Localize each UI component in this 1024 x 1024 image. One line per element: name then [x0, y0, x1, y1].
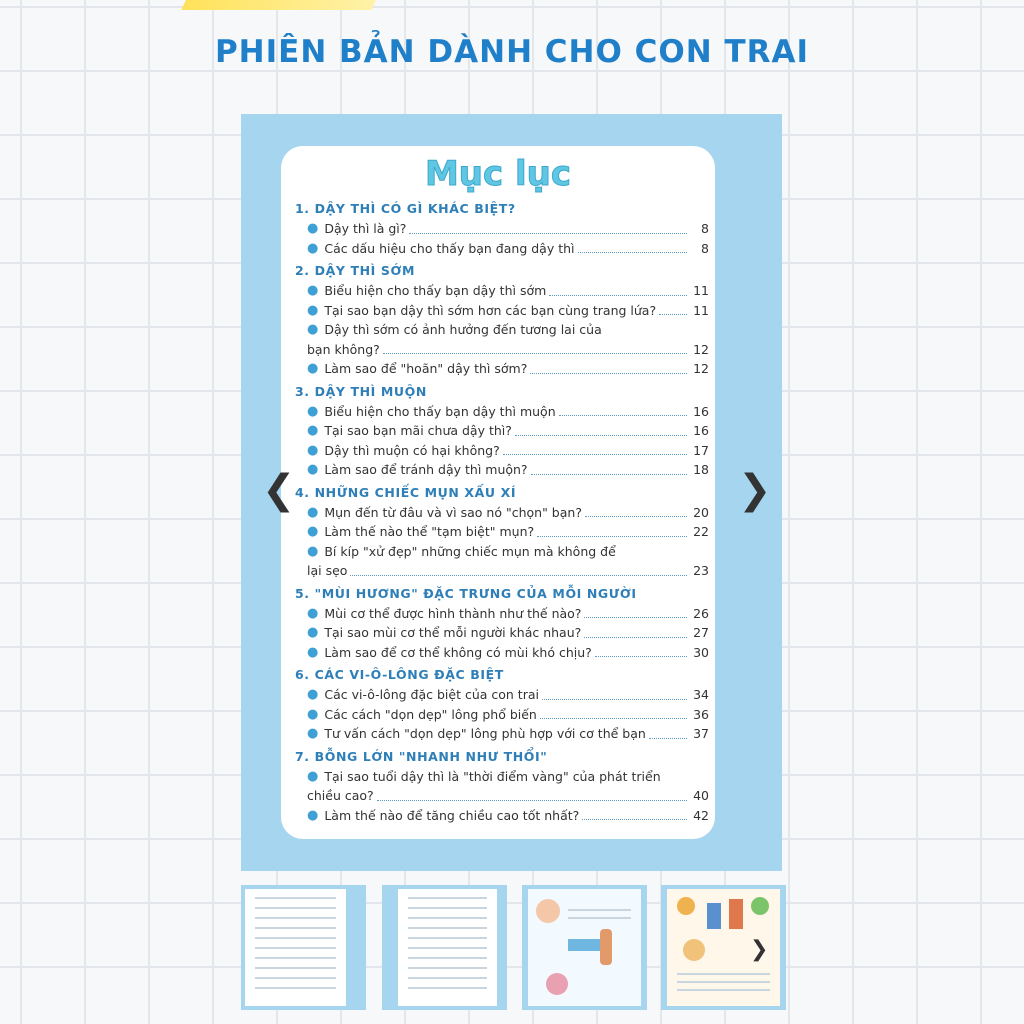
toc-entry-text: Làm thế nào để tăng chiều cao tốt nhất? — [324, 807, 580, 823]
toc-entry-text: Mùi cơ thể được hình thành như thế nào? — [324, 605, 582, 621]
toc-entry-text: Làm thế nào thể "tạm biệt" mụn? — [324, 524, 535, 539]
toc-entry-text: Tư vấn cách "dọn dẹp" lông phù hợp với cơ thể bạn — [324, 726, 646, 741]
toc-entry-text: Tại sao mùi cơ thể mỗi người khác nhau? — [324, 625, 582, 640]
toc-page-number: 8 — [701, 221, 709, 236]
chevron-right-icon[interactable]: ❯ — [738, 467, 772, 513]
toc-section-heading: 2. DẬY THÌ SỚM — [295, 263, 416, 278]
toc-entry — [295, 421, 709, 441]
dot-leader — [549, 295, 687, 296]
toc-entry — [295, 623, 709, 643]
bullet-icon: ● — [307, 687, 319, 702]
toc-section-heading: 3. DẬY THÌ MUỘN — [295, 383, 427, 399]
toc-entry — [295, 767, 709, 787]
bullet-icon: ● — [307, 322, 319, 337]
dot-leader — [531, 474, 687, 475]
toc-entry-text: Mụn đến từ đâu và vì sao nó "chọn" bạn? — [324, 504, 582, 520]
toc-page-number: 18 — [693, 462, 709, 477]
toc-entry-text: Làm sao để tránh dậy thì muộn? — [324, 462, 528, 477]
dot-leader — [515, 435, 687, 436]
bullet-icon: ● — [307, 524, 319, 539]
toc-section — [295, 198, 709, 258]
dot-leader — [582, 819, 687, 820]
main-product-image — [241, 114, 782, 871]
dot-leader — [540, 718, 687, 719]
toc-entry-text: Tại sao bạn mãi chưa dậy thì? — [324, 423, 512, 438]
toc-entry-text: Các dấu hiệu cho thấy bạn đang dậy thì — [324, 240, 575, 256]
toc-entry — [295, 604, 709, 624]
toc-entry — [295, 441, 709, 461]
thumbnail-next-chevron-icon[interactable]: ❯ — [750, 937, 769, 962]
bullet-icon: ● — [307, 706, 319, 722]
toc-entry — [295, 301, 709, 321]
toc-entry-text: Dậy thì muộn có hại không? — [324, 442, 500, 458]
toc-page-number: 26 — [693, 605, 709, 621]
bullet-icon: ● — [307, 240, 319, 256]
thumbnail-strip — [0, 885, 1024, 1013]
toc-page-number: 40 — [693, 788, 709, 803]
toc-section-heading: 1. DẬY THÌ CÓ GÌ KHÁC BIỆT? — [295, 201, 516, 216]
toc-list — [295, 196, 709, 825]
bullet-icon: ● — [307, 625, 319, 640]
dot-leader — [559, 415, 687, 416]
dot-leader — [584, 637, 687, 638]
toc-section-heading: 5. "MÙI HƯƠNG" ĐẶC TRƯNG CỦA MỖI NGƯỜI — [295, 585, 637, 601]
dot-leader — [595, 656, 687, 657]
bullet-icon: ● — [307, 543, 319, 559]
toc-entry-continuation — [295, 786, 709, 806]
toc-page-number: 16 — [693, 423, 709, 438]
toc-entry-text: Dậy thì là gì? — [324, 221, 407, 236]
toc-entry-text-continued: chiều cao? — [307, 788, 374, 803]
toc-entry — [295, 542, 709, 562]
toc-entry-continuation — [295, 561, 709, 581]
toc-section — [295, 746, 709, 826]
dot-leader — [585, 516, 687, 517]
bullet-icon: ● — [307, 726, 319, 741]
toc-card — [281, 146, 715, 839]
thumbnail-3[interactable] — [522, 885, 647, 1010]
toc-entry-text: Các vi-ô-lông đặc biệt của con trai — [324, 687, 539, 702]
toc-entry-text: Tại sao tuổi dậy thì là "thời điểm vàng" của phát triển — [324, 768, 661, 784]
toc-page-number: 27 — [693, 625, 709, 640]
toc-entry-text-continued: lại sẹo — [307, 563, 348, 578]
bullet-icon: ● — [307, 302, 319, 318]
toc-page-number: 30 — [693, 644, 709, 660]
dot-leader — [537, 536, 687, 537]
dot-leader — [578, 252, 688, 253]
toc-entry-text: Biểu hiện cho thấy bạn dậy thì sớm — [324, 283, 547, 298]
toc-page-number: 17 — [693, 442, 709, 458]
bullet-icon: ● — [307, 423, 319, 438]
toc-entry-continuation — [295, 340, 709, 360]
bullet-icon: ● — [307, 283, 319, 298]
dot-leader — [649, 738, 687, 739]
toc-entry-text: Tại sao bạn dậy thì sớm hơn các bạn cùng trang lứa? — [324, 302, 657, 318]
toc-entry — [295, 685, 709, 705]
toc-entry-text-continued: bạn không? — [307, 341, 380, 357]
bullet-icon: ● — [307, 768, 319, 784]
toc-page-number: 8 — [701, 240, 709, 256]
toc-entry — [295, 705, 709, 725]
bullet-icon: ● — [307, 361, 319, 376]
toc-entry-text: Làm sao để "hoãn" dậy thì sớm? — [324, 361, 528, 376]
toc-section — [295, 664, 709, 744]
toc-entry — [295, 359, 709, 379]
toc-entry — [295, 281, 709, 301]
toc-section — [295, 381, 709, 480]
bullet-icon: ● — [307, 403, 319, 419]
toc-entry — [295, 320, 709, 340]
toc-page-number: 12 — [693, 361, 709, 376]
toc-page-number: 11 — [693, 283, 709, 298]
toc-page-number: 34 — [693, 687, 709, 702]
toc-page-number: 16 — [693, 403, 709, 419]
toc-page-number: 22 — [693, 524, 709, 539]
bullet-icon: ● — [307, 504, 319, 520]
toc-page-number: 20 — [693, 504, 709, 520]
toc-page-number: 12 — [693, 341, 709, 357]
bullet-icon: ● — [307, 462, 319, 477]
dot-leader — [530, 373, 687, 374]
toc-entry — [295, 460, 709, 480]
toc-entry — [295, 239, 709, 259]
toc-entry-text: Dậy thì sớm có ảnh hưởng đến tương lai của — [324, 322, 602, 337]
decorative-stripe — [181, 0, 378, 10]
toc-section-heading: 6. CÁC VI-Ô-LÔNG ĐẶC BIỆT — [295, 667, 504, 682]
toc-entry — [295, 806, 709, 826]
toc-section-heading: 4. NHỮNG CHIẾC MỤN XẤU XÍ — [295, 484, 517, 500]
toc-title: Mục lục — [424, 154, 572, 194]
thumbnail-1[interactable] — [241, 885, 366, 1010]
toc-section — [295, 482, 709, 581]
dot-leader — [584, 617, 687, 618]
toc-page-number: 11 — [693, 302, 709, 318]
toc-page-number: 37 — [693, 726, 709, 741]
thumbnail-2[interactable] — [382, 885, 507, 1010]
dot-leader — [377, 800, 687, 801]
toc-entry-text: Bí kíp "xử đẹp" những chiếc mụn mà không để — [324, 543, 616, 559]
toc-entry — [295, 219, 709, 239]
dot-leader — [542, 699, 687, 700]
toc-page-number: 23 — [693, 563, 709, 578]
dot-leader — [383, 353, 687, 354]
dot-leader — [503, 454, 687, 455]
toc-section — [295, 583, 709, 663]
toc-entry-text: Làm sao để cơ thể không có mùi khó chịu? — [324, 644, 592, 660]
toc-entry — [295, 643, 709, 663]
toc-page-number: 36 — [693, 706, 709, 722]
bullet-icon: ● — [307, 442, 319, 458]
bullet-icon: ● — [307, 605, 319, 621]
toc-section — [295, 260, 709, 379]
bullet-icon: ● — [307, 644, 319, 660]
dot-leader — [409, 233, 687, 234]
toc-section-heading: 7. BỖNG LỚN "NHANH NHƯ THỔI" — [295, 748, 548, 764]
dot-leader — [659, 314, 687, 315]
toc-page-number: 42 — [693, 807, 709, 823]
toc-entry — [295, 522, 709, 542]
toc-entry — [295, 503, 709, 523]
bullet-icon: ● — [307, 221, 319, 236]
dot-leader — [350, 575, 687, 576]
toc-entry-text: Các cách "dọn dẹp" lông phổ biến — [324, 706, 537, 722]
toc-entry — [295, 724, 709, 744]
toc-entry — [295, 402, 709, 422]
toc-entry-text: Biểu hiện cho thấy bạn dậy thì muộn — [324, 403, 556, 419]
page-banner-title: PHIÊN BẢN DÀNH CHO CON TRAI — [214, 34, 810, 70]
chevron-left-icon[interactable]: ❮ — [262, 467, 296, 513]
bullet-icon: ● — [307, 807, 319, 823]
